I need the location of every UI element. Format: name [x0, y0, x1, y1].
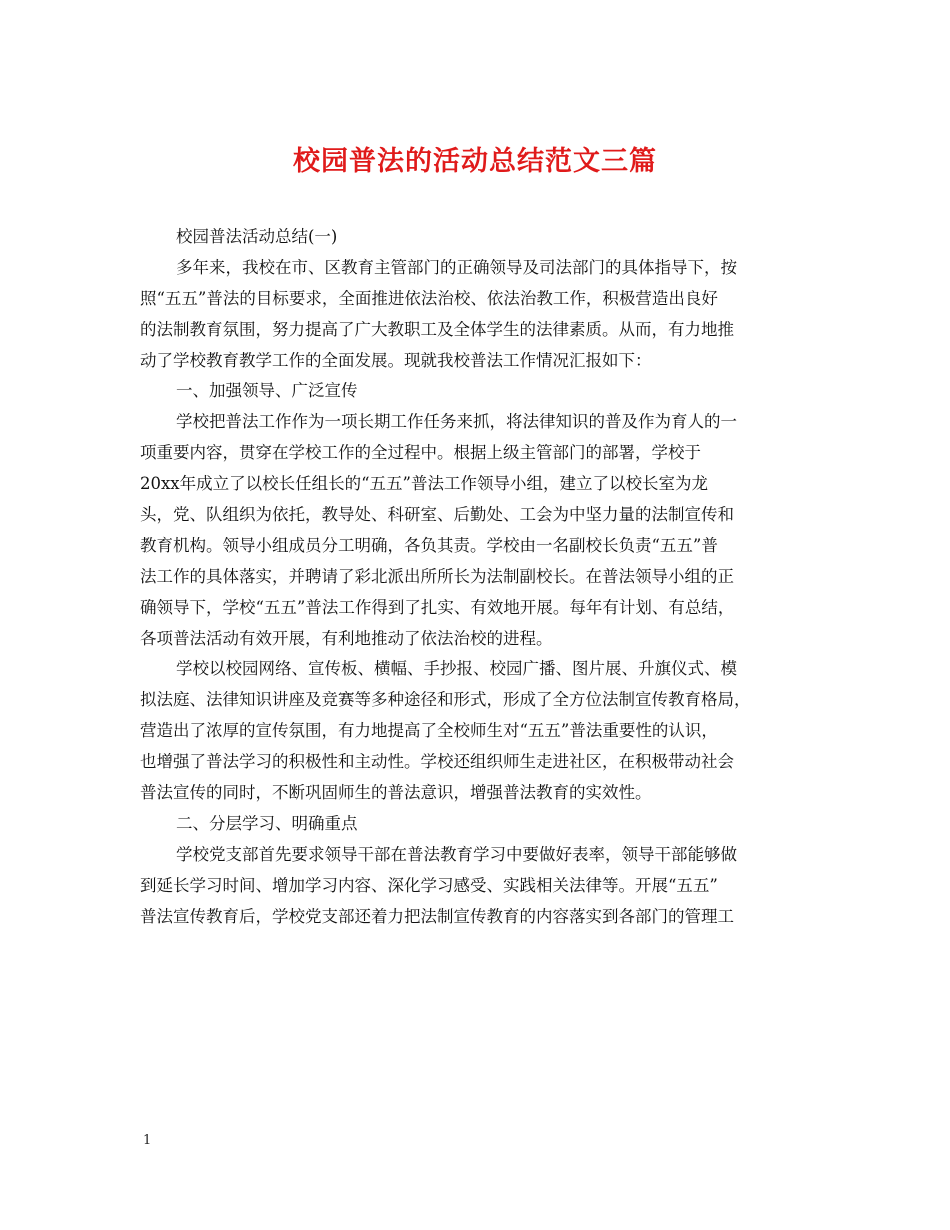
- text-line: 营造出了浓厚的宣传氛围，有力地提高了全校师生对“五五”普法重要性的认识，: [140, 721, 718, 741]
- text-line: 头，党、队组织为依托，教导处、科研室、后勤处、工会为中坚力量的法制宣传和: [140, 505, 734, 525]
- text-line: 法工作的具体落实，并聘请了彩北派出所所长为法制副校长。在普法领导小组的正: [140, 566, 734, 586]
- text-line: 普法宣传教育后，学校党支部还着力把法制宣传教育的内容落实到各部门的管理工: [140, 906, 734, 926]
- text-line: 也增强了普法学习的积极性和主动性。学校还组织师生走进社区，在积极带动社会: [140, 752, 734, 772]
- text-line: 项重要内容，贯穿在学校工作的全过程中。根据上级主管部门的部署，学校于: [140, 443, 701, 463]
- text-line: 学校把普法工作作为一项长期工作任务来抓，将法律知识的普及作为育人的一: [176, 412, 737, 432]
- text-line: 各项普法活动有效开展，有利地推动了依法治校的进程。: [140, 628, 553, 648]
- text-line: 教育机构。领导小组成员分工明确，各负其责。学校由一名副校长负责“五五”普: [140, 535, 718, 555]
- text-line: 拟法庭、法律知识讲座及竞赛等多种途径和形式，形成了全方位法制宣传教育格局，: [140, 690, 751, 710]
- page-title: 校园普法的活动总结范文三篇: [293, 146, 657, 177]
- text-line: 到延长学习时间、增加学习内容、深化学习感受、实践相关法律等。开展“五五”: [140, 875, 718, 895]
- text-line: 动了学校教育教学工作的全面发展。现就我校普法工作情况汇报如下：: [140, 350, 652, 370]
- text-line: 的法制教育氛围，努力提高了广大教职工及全体学生的法律素质。从而，有力地推: [140, 319, 734, 339]
- text-line: 照“五五”普法的目标要求，全面推进依法治校、依法治教工作，积极营造出良好: [140, 288, 718, 308]
- text-line: 20xx年成立了以校长任组长的“五五”普法工作领导小组，建立了以校长室为龙: [140, 474, 708, 494]
- text-line: 多年来，我校在市、区教育主管部门的正确领导及司法部门的具体指导下，按: [176, 257, 737, 277]
- body-text: [140, 222, 812, 932]
- text-line: 一、加强领导、广泛宣传: [176, 381, 358, 401]
- text-line: 确领导下，学校“五五”普法工作得到了扎实、有效地开展。每年有计划、有总结，: [140, 597, 735, 617]
- text-line: 学校党支部首先要求领导干部在普法教育学习中要做好表率，领导干部能够做: [176, 844, 737, 864]
- page-number: 1: [143, 1133, 152, 1148]
- text-line: 学校以校园网络、宣传板、横幅、手抄报、校园广播、图片展、升旗仪式、模: [176, 659, 737, 679]
- text-line: 普法宣传的同时，不断巩固师生的普法意识，增强普法教育的实效性。: [140, 783, 652, 803]
- text-line: 校园普法活动总结(一): [176, 227, 338, 246]
- text-line: 二、分层学习、明确重点: [176, 813, 358, 833]
